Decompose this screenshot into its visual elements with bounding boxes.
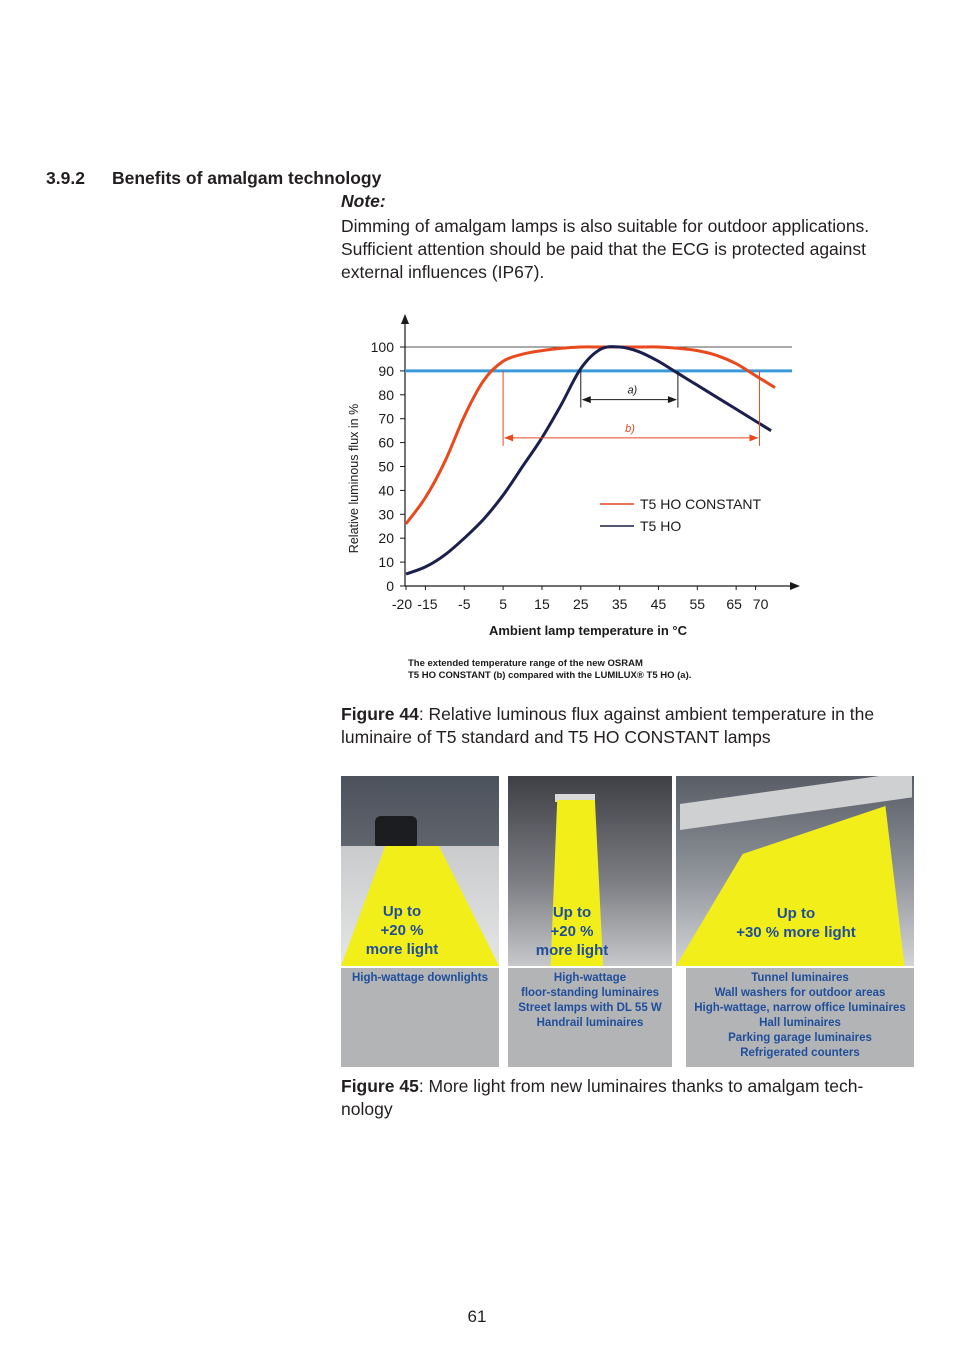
tunnel-uses (686, 968, 914, 1067)
floor-standing-uses (508, 968, 672, 1067)
y-tick-label: 50 (378, 458, 394, 475)
annotation-b-arrow-right (749, 434, 758, 441)
y-tick-label: 0 (386, 578, 394, 594)
use-item: High-wattage, narrow office luminaires (694, 1002, 906, 1014)
use-item: Tunnel luminaires (751, 972, 849, 984)
figure-44-label: Figure 44 (341, 704, 419, 724)
use-item: High-wattage downlights (351, 972, 489, 984)
use-item: Handrail luminaires (536, 1017, 644, 1029)
downlight-headline (349, 902, 455, 959)
annotation-a-label: a) (627, 384, 638, 397)
headline-line: more light (535, 942, 609, 959)
x-tick-label: 25 (573, 596, 589, 612)
x-tick-label: 35 (611, 596, 628, 612)
x-tick-label: 45 (650, 596, 667, 612)
figure-45-text: : More light from new luminaires thanks to amalgam tech-nology (341, 1076, 864, 1119)
headline-line: Up to (776, 905, 816, 922)
annotation-b-label: b) (625, 422, 635, 435)
downlight-fixture (375, 816, 417, 846)
y-axis-label: Relative luminous flux in % (347, 403, 361, 554)
headline-line: +30 % more light (736, 924, 856, 941)
y-tick-label: 40 (378, 482, 394, 499)
chart-note-line-2: T5 HO CONSTANT (b) compared with the LUMILUX® T5 HO (a). (408, 670, 692, 681)
luminous-flux-chart (340, 308, 810, 646)
use-item: High-wattage (553, 972, 627, 984)
chart-note-line-1: The extended temperature range of the new OSRAM (408, 658, 643, 669)
section-number: 3.9.2 (46, 168, 85, 188)
annotation-b-arrow-left (504, 434, 513, 441)
x-tick-label: -20 (391, 596, 413, 612)
section-title: Benefits of amalgam technology (112, 168, 382, 188)
legend-label: T5 HO CONSTANT (640, 496, 762, 512)
use-item: Wall washers for outdoor areas (714, 987, 886, 999)
use-item: Hall luminaires (759, 1017, 841, 1029)
use-item: Parking garage luminaires (728, 1032, 872, 1044)
downlight-uses (341, 968, 499, 1067)
figure-44-caption (341, 703, 913, 749)
x-tick-label: 5 (499, 596, 508, 612)
y-axis-arrow (401, 314, 409, 324)
use-item: floor-standing luminaires (520, 987, 659, 999)
floor-standing-photo (508, 776, 672, 966)
series-line-t5-ho (406, 347, 771, 574)
figure-45-label: Figure 45 (341, 1076, 419, 1096)
chart-note (408, 658, 691, 682)
y-tick-label: 90 (378, 362, 394, 379)
annotation-a-arrow-left (582, 396, 591, 403)
page-number: 61 (467, 1307, 487, 1326)
tunnel-photo (676, 776, 914, 966)
x-tick-label: 15 (534, 596, 550, 612)
y-tick-label: 80 (378, 386, 394, 403)
y-tick-label: 60 (378, 434, 394, 451)
x-tick-label: 65 (726, 596, 742, 612)
headline-line: Up to (552, 904, 592, 921)
section-heading (46, 168, 381, 189)
floor-standing-headline (518, 903, 626, 960)
x-tick-label: 70 (752, 596, 769, 612)
headline-line: +20 % (380, 922, 424, 939)
figure-45-caption (341, 1075, 913, 1121)
light-spread (676, 806, 914, 966)
use-item: Refrigerated counters (740, 1047, 860, 1059)
figure-44-text: : Relative luminous flux against ambient temperature in the luminaire of T5 standard and T5 HO CONSTANT lamps (341, 704, 875, 747)
annotation-a-arrow-right (668, 396, 677, 403)
y-tick-label: 10 (378, 554, 394, 571)
y-tick-label: 100 (370, 339, 394, 355)
legend-label: T5 HO (640, 518, 682, 534)
y-tick-label: 30 (378, 506, 394, 523)
y-tick-label: 70 (378, 410, 394, 427)
x-axis-arrow (790, 582, 800, 590)
headline-line: Up to (382, 903, 422, 920)
note-label: Note: (341, 191, 386, 211)
x-axis-label: Ambient lamp temperature in °C (488, 623, 688, 638)
note-text: Dimming of amalgam lamps is also suitable for outdoor applications. Sufficient attention should be paid that the ECG is protected against external influences (IP67). (341, 216, 870, 282)
use-item: Street lamps with DL 55 W (518, 1002, 662, 1014)
headline-line: more light (365, 941, 439, 958)
x-tick-label: 55 (689, 596, 706, 612)
y-tick-label: 20 (378, 530, 394, 547)
headline-line: +20 % (550, 923, 594, 940)
tunnel-headline (706, 904, 886, 942)
x-tick-label: -15 (417, 596, 438, 612)
downlight-photo (341, 776, 499, 966)
figure-45-image (341, 776, 914, 1064)
x-tick-label: -5 (458, 596, 471, 612)
